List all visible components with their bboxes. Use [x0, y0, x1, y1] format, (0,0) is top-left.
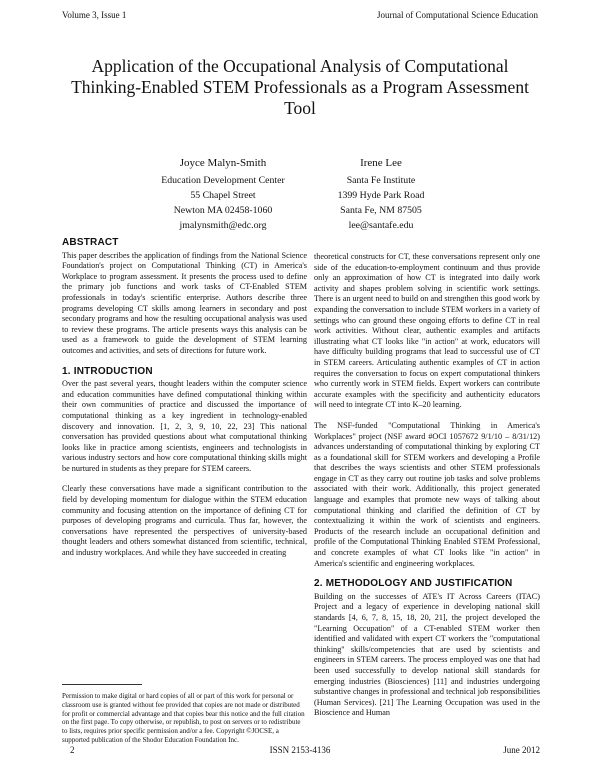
right-paragraph-1: theoretical constructs for CT, these conversations represent only one side of the education-to-employment continuum and thus provide only an approximation of how CT is integrated into daily work activity and shapes problem solving in scientific work settings. There is an urgent need to build on and strengthen this good work by expanding the conversation to include STEM workers in a variety of settings who can ground these ongoing efforts to define CT in real work activities. Without clear, authentic examples and artifacts illustrating what CT looks like "in action" at work, educators will have difficulty building programs that lead to successful use of CT in STEM careers. Articulating authentic examples of CT in action requires the conversation to focus on expert computational thinkers who currently work in STEM fields. Expert workers can contribute accurate examples with the specificity and authenticity educators will need to integrate CT into K–20 learning.	[314, 252, 540, 410]
abstract-heading: ABSTRACT	[62, 237, 119, 248]
methodology-heading: 2. METHODOLOGY AND JUSTIFICATION	[314, 578, 513, 590]
page-number: 2	[70, 745, 75, 755]
author-city: Newton MA 02458-1060	[173, 205, 273, 216]
author-name: Joyce Malyn-Smith	[179, 157, 267, 169]
running-header-volume: Volume 3, Issue 1	[62, 10, 127, 20]
author-city: Santa Fe, NM 87505	[340, 205, 422, 216]
author-street: 55 Chapel Street	[190, 190, 256, 201]
abstract-text: This paper describes the application of findings from the National Science Foundation's project on Computational Thinking (CT) in America's Workplace to program assessment. It presents the process used to define the primary job functions and work tasks of CT-Enabled STEM professionals in today's scientific enterprise. Authors describe three programs developing CT skills among learners in secondary and post secondary programs and how the resulting occupational analysis was used to review these programs. The article presents ways this analysis can be used as a framework to guide the development of STEM learning outcomes and activities, and sets of directions for future work.	[62, 250, 307, 355]
intro-paragraph-2: Clearly these conversations have made a significant contribution to the field by developing momentum for dialogue within the STEM education community and focusing attention on the importance of defining CT for purposes of developing programs and curricula. Thus far, however, the conversations have represented the perspectives of university-based thought leaders and others somewhat distanced from scientific, technical, and industry workplaces. And while they have succeeded in creating	[62, 484, 307, 558]
footnote-rule	[62, 684, 142, 685]
intro-heading: 1. INTRODUCTION	[62, 365, 153, 377]
paper-title: Application of the Occupational Analysis of Computational Thinking-Enabled STEM Professionals as a Program Assessment Tool	[71, 56, 529, 118]
right-column	[314, 252, 540, 729]
left-column	[62, 238, 307, 569]
author-affiliation: Education Development Center	[161, 175, 285, 186]
author-name: Irene Lee	[360, 157, 402, 169]
author-email: jmalynsmith@edc.org	[179, 220, 267, 231]
issn: ISSN 2153-4136	[269, 745, 331, 755]
running-header-journal: Journal of Computational Science Education	[377, 10, 538, 20]
methodology-paragraph: Building on the successes of ATE's IT Across Careers (ITAC) Project and a legacy of experience in developing national skill standards [4, 6, 7, 8, 15, 18, 20, 21], the project developed the "Learning Occupation" of a CT-enabled STEM worker then identified and validated with expert CT workers the "computational thinking" skills/competencies that are used by scientists and engineers in STEM careers. The process employed was one that had been used successfully to develop national skill standards for emerging industries (Biosciences) [11] and industries undergoing substantive changes in professional and technical job responsibilities (Human Services). [21] The Learning Occupation was used in the Bioscience and Human	[314, 591, 540, 718]
publication-date: June 2012	[503, 745, 540, 755]
author-street: 1399 Hyde Park Road	[337, 190, 425, 201]
author-email: lee@santafe.edu	[348, 220, 414, 231]
author-block-1	[138, 156, 308, 233]
author-affiliation: Santa Fe Institute	[346, 175, 416, 186]
intro-paragraph-1: Over the past several years, thought leaders within the computer science and education communities have defined computational thinking within their own communities of practice and discussed the importance of computational thinking as a key ingredient in technology-enabled discovery and innovation. [1, 2, 3, 9, 10, 22, 23] This national conversation has provided questions about what computational thinking looks like in practice among scientists, engineers and technologists in various industry sectors and how core computational thinking skills might be nurtured in students as they prepare for STEM careers.	[62, 379, 307, 473]
permission-notice: Permission to make digital or hard copies of all or part of this work for personal or classroom use is granted without fee provided that copies are not made or distributed for profit or commercial advantage and that copies bear this notice and the full citation on the first page. To copy otherwise, or republish, to post on servers or to redistribute to lists, requires prior specific permission and/or a fee. Copyright ©JOCSE, a supported publication of the Shodor Education Foundation Inc.	[62, 692, 305, 744]
right-paragraph-2: The NSF-funded "Computational Thinking in America's Workplaces" project (NSF award #OCI 1057672 9/1/10 – 8/31/12) advances understanding of computational thinking by exploring CT as a foundational skill for STEM workers and developing a Profile that describes the ways scientists and other STEM professionals engage in CT as they carry out routine job tasks and solve problems associated with their work. Additionally, this project generated language and examples that promote new ways of talking about computational thinking and clarified the definition of CT by contextualizing it within the work of scientists and engineers. Products of the research include an occupational definition and profile of the Computational Thinking Enabled STEM Professional, and concrete examples of what CT looks like "in action" in America's scientific and engineering workplaces.	[314, 420, 540, 568]
author-block-2	[296, 156, 466, 233]
